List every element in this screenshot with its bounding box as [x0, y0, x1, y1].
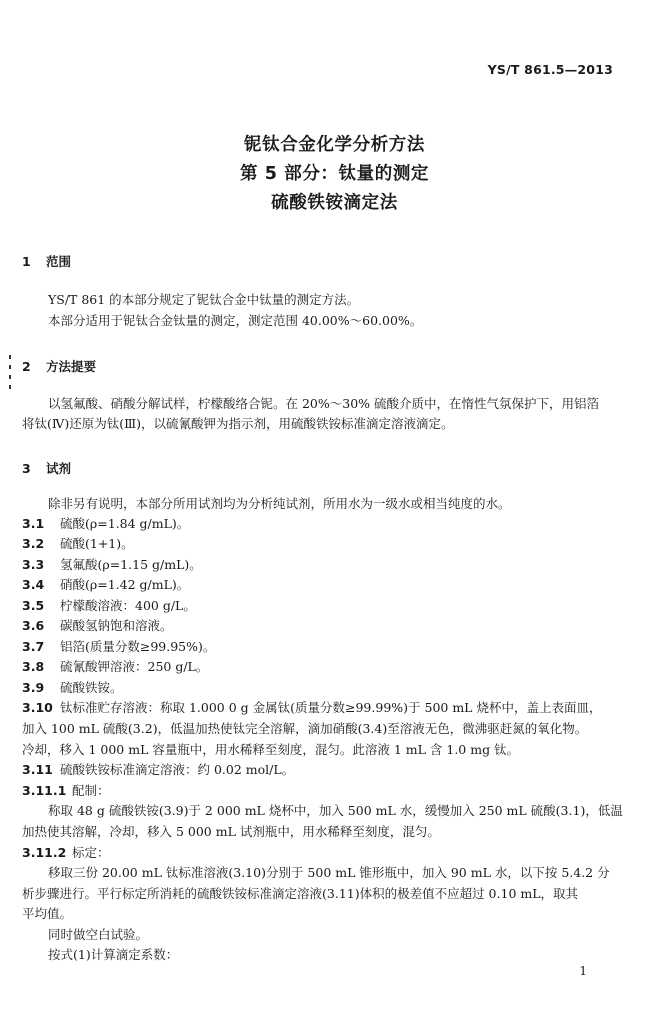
reagent-3-10-line-2: 加入 100 mL 硫酸(3.2)，低温加热使钛完全溶解，滴加硝酸(3.4)至溶液无色，微沸驱赶氮的氧化物。 — [22, 721, 588, 736]
item-number: 3.4 — [22, 577, 45, 592]
page-number: 1 — [579, 964, 587, 978]
title-line-1: 铌钛合金化学分析方法 — [244, 135, 425, 155]
item-text: 氢氟酸(ρ=1.15 g/mL)。 — [60, 557, 202, 572]
item-text: 硫酸(1+1)。 — [60, 536, 134, 551]
item-text: 铝箔(质量分数≥99.95%)。 — [60, 639, 216, 654]
reagent-item — [22, 659, 208, 675]
section-3-intro: 除非另有说明，本部分所用试剂均为分析纯试剂，所用水为一级水或相当纯度的水。 — [48, 496, 511, 511]
item-label: 标定： — [72, 845, 110, 860]
item-text: 碳酸氢钠饱和溶液。 — [60, 618, 173, 633]
section-title: 范围 — [46, 254, 72, 269]
section-title: 方法提要 — [46, 359, 97, 374]
item-number: 3.11.2 — [22, 845, 67, 860]
item-number: 3.1 — [22, 516, 45, 531]
section-number: 2 — [22, 359, 31, 374]
item-text: 钛标准贮存溶液：称取 1.000 0 g 金属钛(质量分数≥99.99%)于 500 mL 烧杯中，盖上表面皿， — [60, 700, 602, 715]
reagent-item — [22, 618, 173, 634]
reagent-3-11-2-line-2: 析步骤进行。平行标定所消耗的硫酸铁铵标准滴定溶液(3.11)体积的极差值不应超过 0.10 mL，取其 — [22, 886, 579, 901]
reagent-item-3-11-1 — [22, 783, 110, 799]
item-number: 3.6 — [22, 618, 45, 633]
reagent-3-11-2-line-4: 同时做空白试验。 — [48, 927, 149, 942]
item-number: 3.10 — [22, 700, 53, 715]
reagent-item — [22, 598, 196, 614]
reagent-3-11-1-line-1: 称取 48 g 硫酸铁铵(3.9)于 2 000 mL 烧杯中，加入 500 mL 水，缓慢加入 250 mL 硫酸(3.1)，低温 — [48, 803, 623, 818]
item-text: 硫酸铁铵标准滴定溶液：约 0.02 mol/L。 — [60, 762, 295, 777]
section-2-heading — [22, 357, 96, 375]
reagent-3-11-2-line-1: 移取三份 20.00 mL 钛标准溶液(3.10)分别于 500 mL 锥形瓶中，加入 90 mL 水，以下按 5.4.2 分 — [48, 865, 610, 880]
item-number: 3.8 — [22, 659, 45, 674]
item-number: 3.11 — [22, 762, 53, 777]
item-number: 3.9 — [22, 680, 45, 695]
item-text: 硫酸(ρ=1.84 g/mL)。 — [60, 516, 190, 531]
title-line-3: 硫酸铁铵滴定法 — [271, 193, 398, 213]
section-1-heading — [22, 252, 71, 270]
margin-marks — [9, 355, 13, 397]
section-3-heading — [22, 459, 71, 477]
section-number: 3 — [22, 461, 31, 476]
reagent-3-11-2-line-3: 平均值。 — [22, 906, 73, 921]
reagent-item — [22, 557, 202, 573]
section-1-para-2: 本部分适用于铌钛合金钛量的测定，测定范围 40.00%～60.00%。 — [48, 313, 423, 328]
reagent-3-11-1-line-2: 加热使其溶解，冷却，移入 5 000 mL 试剂瓶中，用水稀释至刻度，混匀。 — [22, 824, 440, 839]
section-number: 1 — [22, 254, 31, 269]
section-title: 试剂 — [46, 461, 72, 476]
item-text: 柠檬酸溶液：400 g/L。 — [60, 598, 196, 613]
title-line-2: 第 5 部分：钛量的测定 — [239, 164, 430, 184]
section-2-line-1: 以氢氟酸、硝酸分解试样，柠檬酸络合铌。在 20%～30% 硫酸介质中，在惰性气氛保护下，用铝箔 — [48, 396, 600, 411]
item-text: 硫氰酸钾溶液：250 g/L。 — [60, 659, 209, 674]
reagent-item — [22, 536, 134, 552]
standard-number: YS/T 861.5—2013 — [487, 62, 613, 77]
section-2-line-2: 将钛(Ⅳ)还原为钛(Ⅲ)，以硫氰酸钾为指示剂，用硫酸铁铵标准滴定溶液滴定。 — [22, 416, 454, 431]
item-number: 3.5 — [22, 598, 45, 613]
item-number: 3.3 — [22, 557, 45, 572]
reagent-item — [22, 680, 123, 696]
item-number: 3.2 — [22, 536, 45, 551]
reagent-item-3-10 — [22, 700, 601, 716]
reagent-item — [22, 516, 189, 532]
reagent-3-10-line-3: 冷却，移入 1 000 mL 容量瓶中，用水稀释至刻度，混匀。此溶液 1 mL 含 1.0 mg 钛。 — [22, 742, 520, 757]
item-text: 硫酸铁铵。 — [60, 680, 123, 695]
item-text: 硝酸(ρ=1.42 g/mL)。 — [60, 577, 190, 592]
section-1-para-1: YS/T 861 的本部分规定了铌钛合金中钛量的测定方法。 — [48, 292, 360, 307]
reagent-item — [22, 577, 189, 593]
reagent-3-11-2-line-5: 按式(1)计算滴定系数： — [48, 947, 179, 962]
reagent-item-3-11-2 — [22, 845, 110, 861]
reagent-item-3-11 — [22, 762, 294, 778]
reagent-item — [22, 639, 215, 655]
item-number: 3.11.1 — [22, 783, 67, 798]
item-label: 配制： — [72, 783, 110, 798]
item-number: 3.7 — [22, 639, 45, 654]
